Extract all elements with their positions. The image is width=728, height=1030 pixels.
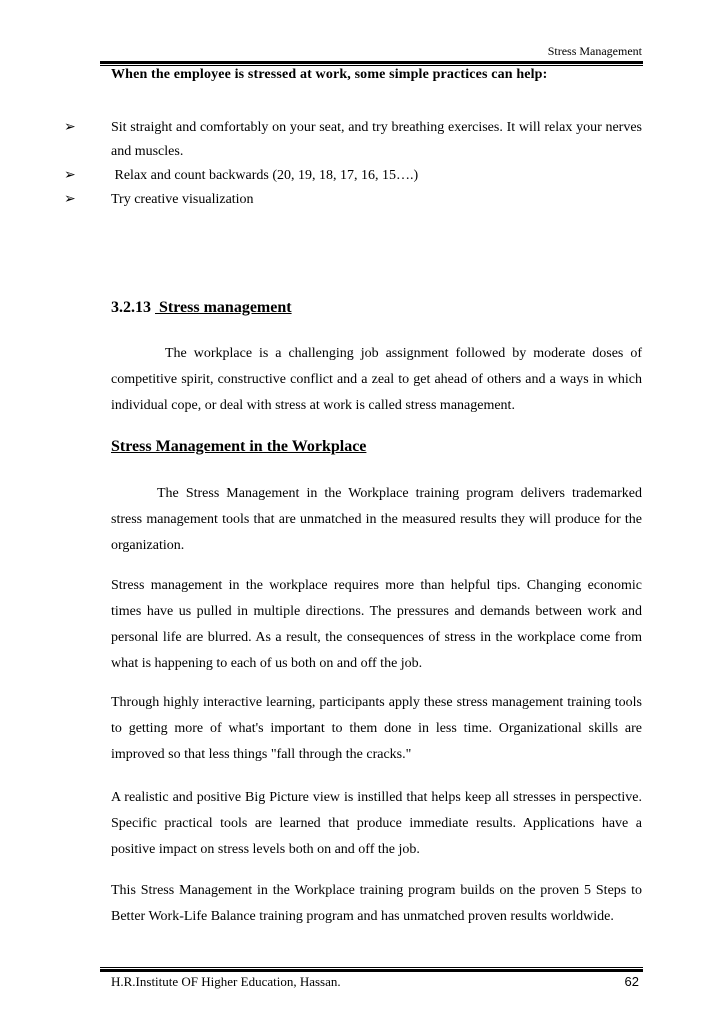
bullet-item: [60, 188, 642, 212]
bullet-item: [60, 164, 642, 188]
footer-institution: H.R.Institute OF Higher Education, Hassan.: [111, 974, 341, 989]
bullet-text: Sit straight and comfortably on your seat, and try breathing exercises. It will relax your nerves and muscles.: [111, 120, 642, 159]
paragraph-program-builds: This Stress Management in the Workplace training program builds on the proven 5 Steps to Better Work-Life Balance training program and has unmatched proven results worldwide.: [111, 883, 642, 924]
bullet-text: Try creative visualization: [111, 192, 254, 207]
subsection-heading: Stress Management in the Workplace: [111, 438, 367, 455]
page-number: 62: [624, 974, 639, 989]
bullet-text: Relax and count backwards (20, 19, 18, 17, 16, 15….): [111, 168, 419, 183]
footer-rule: [100, 967, 643, 972]
bullet-item: [60, 116, 642, 164]
section-title: Stress management: [155, 299, 292, 316]
running-header-title: Stress Management: [547, 44, 642, 58]
bullet-list: [60, 116, 642, 212]
paragraph-big-picture: A realistic and positive Big Picture view is instilled that helps keep all stresses in perspective. Specific practical tools are learned that produce immediate results. Applications have a positive impact on stress levels both on and off the job.: [111, 790, 642, 857]
section-number: 3.2.13: [111, 299, 151, 316]
paragraph-interactive-learning: Through highly interactive learning, participants apply these stress management training tools to getting more of what's important to them done in less time. Organizational skills are improved so that less things "fall through the cracks.": [111, 695, 642, 762]
arrow-bullet-icon: ➢: [64, 192, 76, 207]
paragraph-program-intro: The Stress Management in the Workplace training program delivers trademarked stress management tools that are unmatched in the measured results they will produce for the organization.: [111, 486, 642, 553]
section-heading: [111, 297, 292, 319]
paragraph-definition: The workplace is a challenging job assignment followed by moderate doses of competitive spirit, constructive conflict and a zeal to get ahead of others and a ways in which individual cope, or deal with stress at work is called stress management.: [111, 346, 642, 413]
intro-line: When the employee is stressed at work, some simple practices can help:: [111, 67, 548, 82]
arrow-bullet-icon: ➢: [64, 168, 76, 183]
paragraph-workplace-stress: Stress management in the workplace requires more than helpful tips. Changing economic times have us pulled in multiple directions. The pressures and demands between work and personal life are blurred. As a result, the consequences of stress in the workplace come from what is happening to each of us both on and off the job.: [111, 578, 642, 671]
arrow-bullet-icon: ➢: [64, 120, 76, 135]
